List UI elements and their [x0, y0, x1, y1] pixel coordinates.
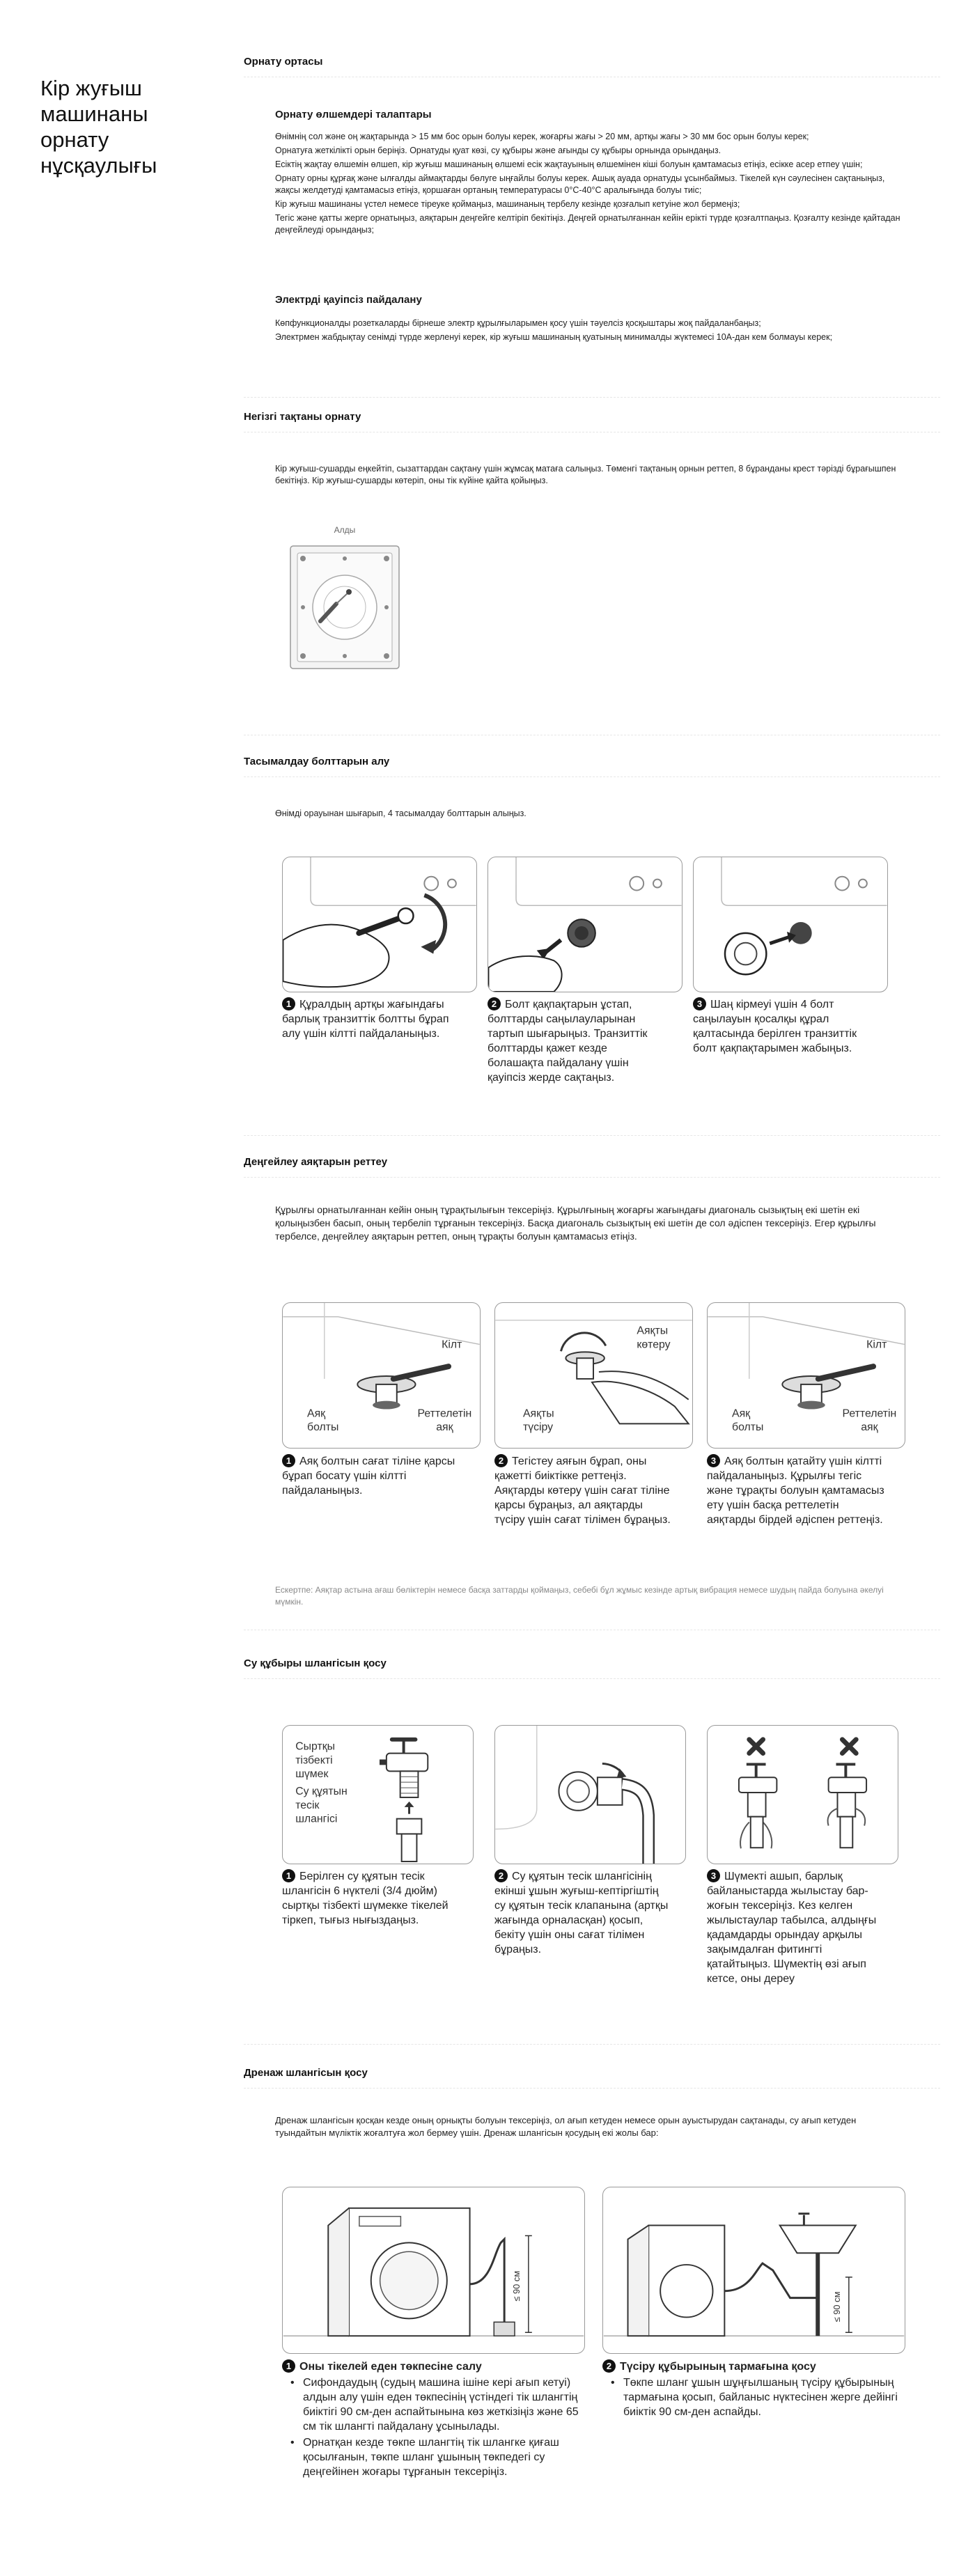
step-text: Тегістеу аяғын бұрап, оны қажетті биіктікке реттеңіз. Аяқтарды көтеру үшін сағат тіліне қарсы бұраңыз, ал аяқтарды түсіру үшін сағат тілімен бұраңыз. — [494, 1455, 671, 1526]
page-title: Кір жуғыш машинаны орнату нұсқаулығы — [40, 76, 157, 178]
option-title: Түсіру құбырының тармағына қосу — [620, 2361, 816, 2373]
adjustable-foot-label: аяқ — [436, 1421, 453, 1434]
section-inlet — [244, 1657, 940, 1669]
subheading-electric: Электрді қауіпсіз пайдалану — [275, 294, 422, 306]
step-number: 2 — [494, 1869, 508, 1882]
feet-step-3-image — [707, 1302, 905, 1449]
step-number: 3 — [707, 1869, 720, 1882]
section-heading: Тасымалдау болттарын алу — [244, 756, 390, 767]
electric-line: Көпфункционалды розеткаларды бірнеше электр құрылғыларымен қосу үшін тәуелсіз қосқыштары жоқ пайдаланбаңыз; — [275, 318, 761, 328]
requirement-line: Орнатуға жеткілікті орын беріңіз. Орнатуды қуат көзі, су құбыры және ағынды су құбыры орнында орындаңыз. — [275, 146, 722, 155]
section-heading: Орнату ортасы — [244, 56, 323, 68]
step-text: Шүмекті ашып, барлық байланыстарда жылыстау бар-жоғын тексеріңіз. Кез келген жылыстаулар табылса, алдыңғы қадамдарды орындау арқылы зақымдалған фитингті қатайтыңыз. Шүмектің өзі ағып кетсе, оны дереу — [707, 1871, 877, 1985]
inlet-step-1-caption — [282, 1869, 460, 1928]
list-item: • Төкпе шланг ұшын шұңғылшаның түсіру құбырының тармағына қосып, байланыс нүктесінен жерге дейінгі биіктік 90 см-ден аспайды. — [611, 2375, 905, 2419]
step-text: Құралдың артқы жағындағы барлық транзиттік болтты бұрап алу үшін кілтті пайдаланыңыз. — [282, 999, 449, 1040]
lower-foot-label: Аяқты — [522, 1407, 554, 1420]
step-text: Болт қақпақтарын ұстап, болттарды саңылауларынан тартып шығарыңыз. Транзиттік болттарды қажет кезде болашақта пайдалану үшін қауіпсіз жерде сақтаңыз. — [488, 999, 648, 1084]
feet-step-2-caption — [494, 1454, 676, 1527]
requirement-line: Тегіс және қатты жерге орнатыңыз, аяқтарын деңгейге келтіріп бекітіңіз. Деңгей орнатылғаннан кейін еріктi түрде қозғалтпаңыз. Қозғалту кезінде қайтадан деңгейлеуді орындаңыз; — [275, 213, 900, 235]
thread-label: тізбекті — [295, 1754, 333, 1767]
list-item: • Орнатқан кезде төкпе шлангтің тік шлангке қиғаш қосылғанын, төкпе шланг ұшының төкпедегі су деңгейінен жоғары тұрғанын тексеріңіз. — [290, 2435, 592, 2479]
drain-option-1-title — [282, 2359, 592, 2374]
divider — [244, 1177, 940, 1178]
bolt-step-2-caption — [488, 997, 658, 1085]
thread-label: Сыртқы — [295, 1740, 336, 1753]
section-feet — [244, 1156, 940, 1168]
section-bolts — [244, 756, 940, 767]
step-text: Берілген су құятын тесік шлангісін 6 нүктелі (3/4 дюйм) сыртқы тізбекті шүмекке тікелей тіркеп, тығыз нығыздаңыз. — [282, 1871, 448, 1926]
drain-option-1-image — [282, 2187, 585, 2354]
feet-intro: Құрылғы орнатылғаннан кейін оның тұрақтылығын тексеріңіз. Құрылғының жоғарғы жағындағы диагональ сызықтың екі шетін екі қолыңызбен басып, оның тербеліп тұрғанын тексеріңіз. Басқа диагональ сызықтың екі шетін де сол әдіспен тексеріңіз. Егер құрылғы тербелсе, деңгейлеу аяқтарын реттеп, оның тұрақты болуын қамтамасыз етіңіз. — [275, 1204, 876, 1242]
inlet-step-3-caption — [707, 1869, 884, 1986]
step-number: 2 — [602, 2359, 616, 2373]
section-environment — [244, 56, 940, 68]
step-number: 1 — [282, 2359, 295, 2373]
divider — [244, 1135, 940, 1136]
drain-option-2-list — [611, 2375, 905, 2419]
inlet-step-2-caption — [494, 1869, 672, 1957]
section-heading: Су құбыры шлангісын қосу — [244, 1657, 387, 1669]
foot-bolt-label: Аяқ — [307, 1407, 326, 1420]
divider — [244, 397, 940, 398]
foot-bolt-label: Аяқ — [732, 1407, 751, 1420]
bolt-step-1-caption — [282, 997, 453, 1041]
option-title: Оны тікелей еден төкпесіне салу — [299, 2361, 482, 2373]
base-plate-illustration — [282, 538, 407, 677]
feet-step-2-image — [494, 1302, 693, 1449]
step-number: 1 — [282, 1869, 295, 1882]
hose-label: шлангісі — [295, 1813, 338, 1825]
inlet-step-2-image — [494, 1725, 686, 1864]
lower-foot-label: түсіру — [522, 1421, 554, 1434]
step-number: 3 — [707, 1454, 720, 1467]
adjustable-foot-label: Реттелетін — [842, 1407, 897, 1420]
step-number: 2 — [488, 997, 501, 1010]
feet-step-1-caption — [282, 1454, 463, 1498]
raise-foot-label: көтеру — [637, 1338, 671, 1351]
hose-label: тесік — [295, 1799, 320, 1811]
requirement-line: Кір жуғыш машинаны үстел немесе тіреуке қоймаңыз, машинаның тербелу кезінде қозғалып кетуіне жол бермеңіз; — [275, 199, 740, 209]
height-label: ≤ 90 см — [831, 2291, 842, 2323]
list-item: • Сифондаудың (судың машина ішіне кері ағып кетуі) алдын алу үшін еден төкпесінің үстіндегі тік шлангтің биіктігі 90 см-ден аспайтынына көз жеткізіңіз және 65 см тік шлангті пайдалану ұсынылады. — [290, 2375, 592, 2434]
section-heading: Дренаж шлангісын қосу — [244, 2067, 368, 2079]
divider — [244, 776, 940, 777]
section-heading: Деңгейлеу аяқтарын реттеу — [244, 1156, 388, 1168]
adjustable-foot-label: аяқ — [861, 1421, 878, 1434]
bolt-step-1-image — [282, 857, 477, 992]
section-drain — [244, 2067, 940, 2079]
requirement-line: Өнімнің сол және оң жақтарында > 15 мм бос орын болуы керек, жоғарғы жағы > 20 мм, артқы жағы > 30 мм бос орын болуы керек; — [275, 132, 809, 141]
step-text: Аяқ болтын қатайту үшін кілтті пайдаланыңыз. Құрылғы тегіс және тұрақты болуын қамтамасыз ету үшін басқа реттелетін аяқтарды бірдей әдіспен реттеңіз. — [707, 1455, 884, 1526]
divider — [244, 2088, 940, 2089]
base-text: Кір жуғыш-сушарды еңкейтіп, сызаттардан сақтану үшін жұмсақ матаға салыңыз. Төменгі тақтаның орнын реттеп, 8 бұранданы крест тәрізді бұрағышпен бекітіңіз. Кір жуғыш-сушарды көтеріп, оны тік күйіне қайта қойыңыз. — [275, 464, 896, 485]
requirement-line: Орнату орны құрғақ және ылғалды аймақтарды бөлуге ыңғайлы болуы керек. Ашық ауада орнатуды ұсынбаймыз. Тікелей күн сәулесінен сақтаныңыз, жақсы желдетуді қамтамасыз етіңіз, қоршаған ортаның температурасы 0°C-40°C аралығында болуы тиіс; — [275, 173, 885, 195]
wrench-label: Кілт — [442, 1338, 462, 1351]
feet-step-1-image — [282, 1302, 481, 1449]
hose-label: Су құятын — [295, 1786, 348, 1797]
feet-step-3-caption — [707, 1454, 888, 1527]
electric-line: Электрмен жабдықтау сенімді түрде жерленуі керек, кір жуғыш машинаның қуатының минималды жүктемесі 10А-дан кем болмауы керек; — [275, 332, 833, 342]
thread-label: шүмек — [295, 1768, 329, 1781]
step-text: Су құятын тесік шлангісінің екінші ұшын жуғыш-кептіргіштің су құятын тесік клапанына (артқы жағында орналасқан) қосып, бекіту үшін оны сағат тілімен бұраңыз. — [494, 1871, 669, 1956]
raise-foot-label: Аяқты — [637, 1325, 669, 1337]
bolt-step-3-caption — [693, 997, 864, 1056]
step-number: 1 — [282, 1454, 295, 1467]
inlet-step-3-image — [707, 1725, 898, 1864]
wrench-label: Кілт — [866, 1338, 887, 1351]
bolt-step-3-image — [693, 857, 888, 992]
divider — [244, 2044, 940, 2045]
section-heading: Негізгі тақтаны орнату — [244, 411, 361, 423]
requirements-text — [275, 131, 909, 238]
drain-option-1-caption — [282, 2359, 592, 2479]
step-number: 1 — [282, 997, 295, 1010]
drain-option-2-title — [602, 2359, 905, 2374]
inlet-step-1-image — [282, 1725, 474, 1864]
step-number: 2 — [494, 1454, 508, 1467]
bolts-intro: Өнімді орауынан шығарып, 4 тасымалдау болттарын алыңыз. — [275, 809, 526, 818]
drain-intro: Дренаж шлангісын қосқан кезде оның орнықты болуын тексеріңіз, ол ағып кетуден немесе орын ауыстырудан сақтанады, су ағып кетуден туындайтын мүліктік жоғалтуға жол бермеу үшін. Дренаж шлангісын қосудың екі жолы бар: — [275, 2115, 857, 2138]
drain-option-2-image — [602, 2187, 905, 2354]
step-text: Шаң кірмеуі үшін 4 болт саңылауын қосалқы құрал қалтасында берілген транзиттік болт қақпақтарымен жабыңыз. — [693, 999, 857, 1054]
step-text: Аяқ болтын сағат тіліне қарсы бұрап босату үшін кілтті пайдаланыңыз. — [282, 1455, 455, 1497]
bolt-step-2-image — [488, 857, 682, 992]
subheading-requirements: Орнату өлшемдері талаптары — [275, 109, 432, 120]
section-base — [244, 411, 940, 423]
feet-note: Ескертпе: Аяқтар астына ағаш бөліктерін немесе басқа заттарды қоймаңыз, себебі бұл жұмыс кезінде артық вибрация немесе шудың пайда болуына әкелуі мүмкін. — [275, 1585, 884, 1607]
adjustable-foot-label: Реттелетін — [417, 1407, 472, 1420]
step-number: 3 — [693, 997, 706, 1010]
divider — [244, 1678, 940, 1679]
electric-text — [275, 318, 909, 345]
front-label: Алды — [334, 525, 356, 535]
requirement-line: Есіктің жақтау өлшемін өлшеп, кір жуғыш машинаның өлшемі есік жақтауының өлшемінен кіші болуын қамтамасыз етіңіз, есікке асер етпеу үшін; — [275, 159, 863, 169]
drain-option-2-caption — [602, 2359, 905, 2419]
height-label: ≤ 90 см — [510, 2270, 522, 2302]
drain-option-1-list — [290, 2375, 592, 2479]
foot-bolt-label: болты — [732, 1421, 764, 1434]
foot-bolt-label: болты — [307, 1421, 339, 1434]
